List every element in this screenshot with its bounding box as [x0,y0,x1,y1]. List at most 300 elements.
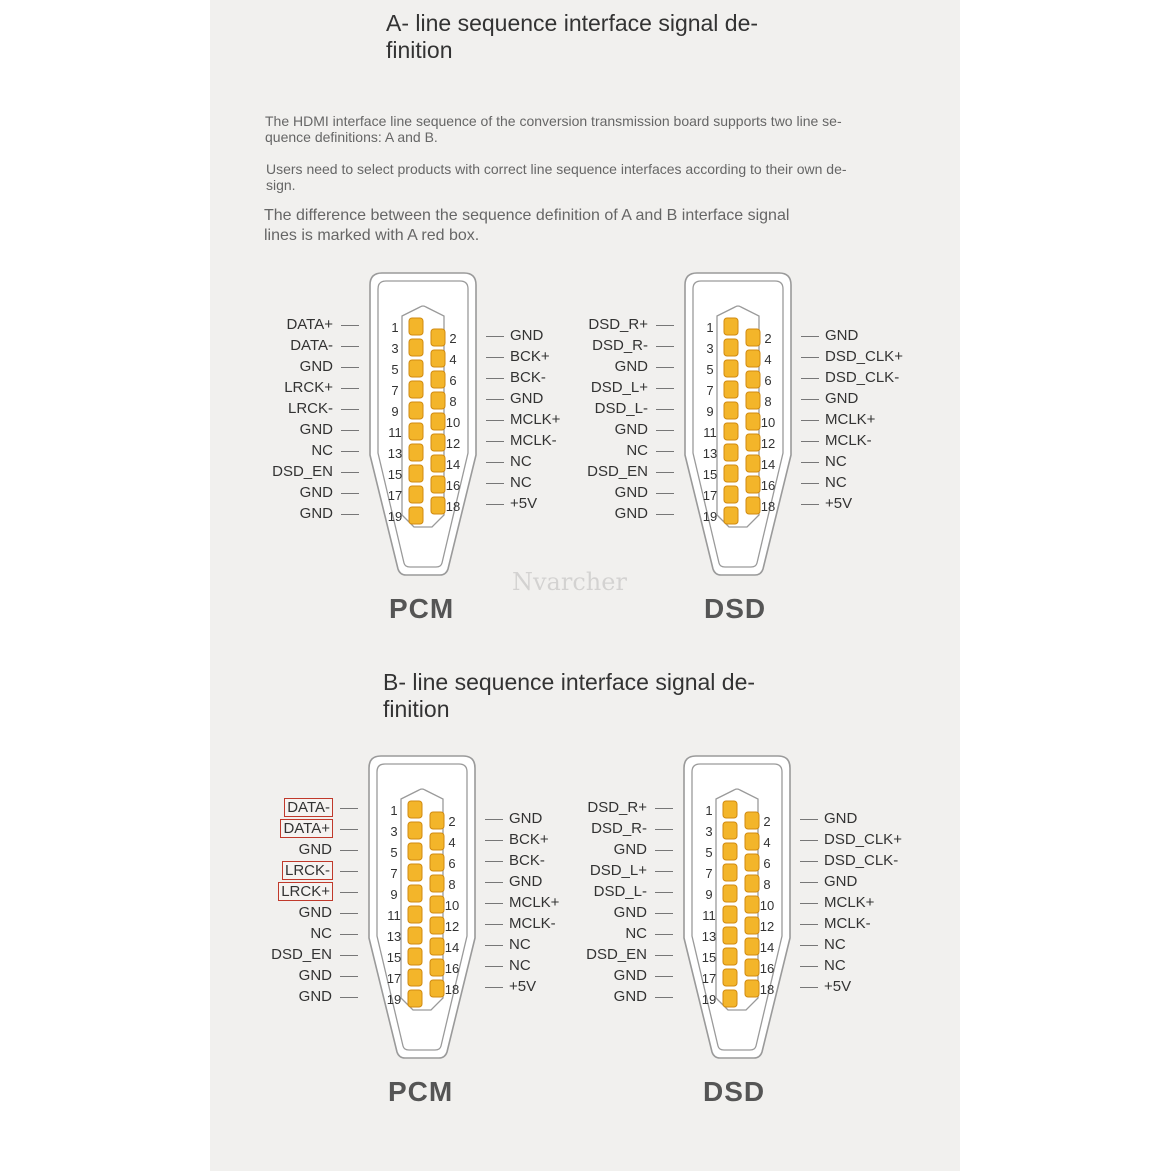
pin-number: 5 [706,362,714,377]
pin-number: 13 [702,446,718,461]
pin-number: 3 [705,824,713,839]
connector-name: PCM [389,593,455,624]
pin-number: 5 [390,845,398,860]
signal-label-left [223,421,333,439]
signal-name: DSD_R+ [587,799,647,816]
pin-odd [408,948,422,965]
pin-number: 12 [759,919,775,934]
pin-odd [408,906,422,923]
pin-number: 7 [706,383,714,398]
signal-label-left [222,904,332,922]
signal-name: GND [613,967,647,984]
signal-label-right: NC [824,957,846,974]
signal-label-right: NC [824,936,846,953]
signal-name: DSD_EN [586,946,647,963]
pin-odd [724,402,738,419]
signal-label-right: +5V [509,978,537,995]
pin-number: 10 [444,898,460,913]
pin-lead-line [800,945,818,946]
pin-number: 7 [391,383,399,398]
pin-lead-line [656,451,674,452]
pin-lead-line [655,850,673,851]
pin-lead-line [341,325,359,326]
pin-lead-line [801,378,819,379]
pin-lead-line [340,955,358,956]
signal-label-left [537,799,647,817]
paragraph-difference [264,206,789,246]
pin-lead-line [485,861,503,862]
connector-name: DSD [703,1076,766,1107]
pin-lead-line [485,903,503,904]
pin-number: 7 [390,866,398,881]
pin-lead-line [340,997,358,998]
pin-lead-line [801,420,819,421]
pin-number: 13 [387,446,403,461]
signal-label-right: DSD_CLK+ [825,348,903,365]
signal-label-left [538,442,648,460]
signal-label-left [538,484,648,502]
watermark: Nvarcher [512,568,627,596]
section-a-title [386,10,806,64]
signal-label-left [538,463,648,481]
para3-line2: lines is marked with A red box. [264,227,480,244]
pin-number: 17 [701,971,717,986]
pin-odd [409,444,423,461]
pin-lead-line [485,966,503,967]
pin-odd [724,318,738,335]
pin-number: 15 [387,467,403,482]
pin-odd [723,885,737,902]
pin-number: 19 [386,992,402,1007]
pin-number: 2 [448,814,456,829]
pin-number: 9 [706,404,714,419]
pin-number: 7 [705,866,713,881]
pin-number: 1 [706,320,714,335]
pin-lead-line [800,819,818,820]
pin-lead-line [655,976,673,977]
pin-odd [408,885,422,902]
signal-label-right: GND [825,390,859,407]
signal-label-left [537,988,647,1006]
pin-odd [723,864,737,881]
pin-number: 16 [444,961,460,976]
pin-lead-line [656,409,674,410]
pin-lead-line [340,850,358,851]
signal-label-left [222,946,332,964]
signal-name: GND [298,967,332,984]
pin-odd [408,822,422,839]
pin-number: 15 [386,950,402,965]
signal-label-left [223,358,333,376]
pin-number: 14 [759,940,775,955]
pin-number: 3 [390,824,398,839]
pin-number: 2 [449,331,457,346]
pin-number: 4 [763,835,771,850]
signal-label-left [538,316,648,334]
pin-odd [723,969,737,986]
pin-lead-line [656,493,674,494]
section-b-title-line2: finition [383,696,450,722]
signal-label-left [223,316,333,334]
pin-lead-line [341,514,359,515]
signal-label-left [222,988,332,1006]
pin-lead-line [341,493,359,494]
signal-name: DSD_L- [593,883,647,900]
pin-odd [723,927,737,944]
pin-number: 13 [386,929,402,944]
pin-odd [723,801,737,818]
signal-label-left [222,925,332,943]
pin-number: 9 [390,887,398,902]
signal-name: GND [298,988,332,1005]
signal-name: GND [299,358,333,375]
signal-label-left [222,967,332,985]
pin-odd [723,843,737,860]
signal-label-left [538,379,648,397]
signal-label-right: GND [825,327,859,344]
signal-label-left [537,946,647,964]
pin-number: 10 [445,415,461,430]
signal-label-right: NC [825,474,847,491]
pin-lead-line [656,430,674,431]
signal-label-right: MCLK- [824,915,871,932]
pin-lead-line [655,892,673,893]
signal-label-left [223,463,333,481]
pin-number: 11 [703,425,717,440]
signal-name: DSD_L+ [589,862,647,879]
pin-number: 15 [701,950,717,965]
signal-name: GND [613,904,647,921]
pin-odd [724,339,738,356]
paragraph-select-products [266,161,847,193]
pin-lead-line [485,987,503,988]
section-a-title-line2: finition [386,37,453,63]
pin-number: 6 [448,856,456,871]
para1-line2: quence definitions: A and B. [265,129,438,145]
signal-label-left [537,925,647,943]
pin-number: 11 [387,908,401,923]
signal-name: LRCK- [287,400,333,417]
pin-odd [409,486,423,503]
signal-name: DATA- [290,337,333,354]
para1-line1: The HDMI interface line sequence of the conversion transmission board supports two line se- [265,113,842,129]
pin-number: 4 [449,352,457,367]
pin-number: 11 [388,425,402,440]
signal-name: LRCK+ [281,883,330,900]
pin-lead-line [655,808,673,809]
pin-lead-line [655,934,673,935]
section-a-title-line1: A- line sequence interface signal de- [386,10,759,36]
signal-label-left [222,841,332,859]
pin-number: 12 [444,919,460,934]
signal-name: GND [299,484,333,501]
connector-name: PCM [388,1076,454,1107]
pin-number: 19 [387,509,403,524]
pin-lead-line [341,367,359,368]
pin-odd [408,843,422,860]
signal-name: DSD_EN [272,463,333,480]
signal-label-right: MCLK+ [510,411,561,428]
signal-label-right: NC [510,474,532,491]
pin-number: 2 [764,331,772,346]
signal-label-left [223,505,333,523]
pin-odd [724,507,738,524]
pin-number: 14 [444,940,460,955]
pin-odd [409,339,423,356]
section-b-title-line1: B- line sequence interface signal de- [383,669,756,695]
pin-lead-line [340,976,358,977]
pin-lead-line [340,934,358,935]
pin-odd [408,864,422,881]
signal-label-right: GND [824,810,858,827]
pin-lead-line [655,913,673,914]
pin-lead-line [341,346,359,347]
pin-lead-line [486,462,504,463]
signal-label-right: BCK+ [510,348,550,365]
pin-number: 17 [387,488,403,503]
signal-name: DSD_EN [271,946,332,963]
pin-lead-line [485,924,503,925]
pin-lead-line [485,840,503,841]
pin-lead-line [485,945,503,946]
signal-name: DSD_EN [587,463,648,480]
pin-lead-line [800,966,818,967]
pin-lead-line [486,504,504,505]
pin-odd [409,360,423,377]
signal-label-right: GND [509,873,543,890]
pin-number: 9 [391,404,399,419]
pin-lead-line [486,336,504,337]
pin-lead-line [656,514,674,515]
pin-number: 17 [702,488,718,503]
pin-odd [724,465,738,482]
paragraph-line-sequence [265,113,842,145]
pin-lead-line [486,357,504,358]
pin-odd [723,990,737,1007]
signal-name: GND [614,421,648,438]
pin-lead-line [656,325,674,326]
pin-lead-line [801,462,819,463]
section-b-title [383,669,803,723]
pin-odd [723,948,737,965]
signal-label-right: MCLK- [509,915,556,932]
pin-odd [723,906,737,923]
pin-number: 8 [764,394,772,409]
pin-number: 3 [706,341,714,356]
signal-name: DSD_L- [594,400,648,417]
signal-label-left [537,841,647,859]
pin-number: 18 [759,982,775,997]
pin-lead-line [341,430,359,431]
pin-number: 1 [391,320,399,335]
signal-label-left [538,421,648,439]
pin-lead-line [340,913,358,914]
pin-lead-line [656,367,674,368]
pin-lead-line [485,882,503,883]
connector-name: DSD [704,593,767,624]
signal-label-left [223,337,333,355]
signal-label-left [538,505,648,523]
para2-line2: sign. [266,177,296,193]
signal-label-left [222,862,332,880]
pin-lead-line [655,871,673,872]
pin-odd [724,381,738,398]
signal-label-left [537,862,647,880]
pin-lead-line [486,378,504,379]
pin-number: 19 [701,992,717,1007]
signal-label-right: NC [825,453,847,470]
pin-lead-line [656,472,674,473]
signal-name: NC [311,442,333,459]
pin-lead-line [801,399,819,400]
pin-number: 17 [386,971,402,986]
pin-odd [724,486,738,503]
pin-lead-line [655,829,673,830]
signal-name: GND [298,841,332,858]
pin-lead-line [800,840,818,841]
pin-lead-line [340,871,358,872]
pin-number: 14 [445,457,461,472]
signal-name: GND [614,505,648,522]
pin-lead-line [655,997,673,998]
pin-number: 12 [445,436,461,451]
signal-label-right: MCLK+ [509,894,560,911]
pin-lead-line [801,504,819,505]
signal-name: GND [614,358,648,375]
signal-name: DSD_R- [591,820,647,837]
pin-lead-line [486,399,504,400]
signal-label-left [223,400,333,418]
signal-label-right: +5V [825,495,853,512]
signal-label-right: GND [824,873,858,890]
signal-name: DATA- [287,799,330,816]
pin-number: 5 [391,362,399,377]
pin-number: 16 [760,478,776,493]
pin-lead-line [340,892,358,893]
signal-label-right: NC [509,936,531,953]
pin-number: 8 [763,877,771,892]
signal-name: DSD_L+ [590,379,648,396]
signal-label-right: +5V [824,978,852,995]
pin-number: 6 [449,373,457,388]
signal-label-left [223,379,333,397]
signal-name: GND [298,904,332,921]
signal-label-right: MCLK+ [824,894,875,911]
pin-number: 18 [444,982,460,997]
signal-label-left [222,799,332,817]
pin-odd [409,381,423,398]
pin-lead-line [655,955,673,956]
pin-odd [724,423,738,440]
pin-lead-line [486,483,504,484]
pin-lead-line [341,472,359,473]
pin-lead-line [486,420,504,421]
pin-number: 1 [390,803,398,818]
para3-line1: The difference between the sequence definition of A and B interface signal [264,207,790,224]
signal-label-left [538,358,648,376]
pin-number: 4 [448,835,456,850]
signal-name: DATA+ [283,820,330,837]
signal-name: NC [625,925,647,942]
pin-odd [408,990,422,1007]
signal-label-left [222,820,332,838]
pin-number: 10 [759,898,775,913]
pin-number: 18 [445,499,461,514]
pin-number: 9 [705,887,713,902]
signal-label-right: MCLK- [510,432,557,449]
pin-number: 8 [448,877,456,892]
pin-number: 19 [702,509,718,524]
pin-number: 14 [760,457,776,472]
pin-lead-line [801,357,819,358]
signal-name: DSD_R+ [588,316,648,333]
signal-label-right: NC [509,957,531,974]
pin-lead-line [800,987,818,988]
pin-odd [409,402,423,419]
pin-number: 12 [760,436,776,451]
signal-name: GND [614,484,648,501]
signal-name: LRCK- [284,862,330,879]
pin-number: 15 [702,467,718,482]
pin-number: 13 [701,929,717,944]
signal-label-left [538,337,648,355]
pin-odd [409,507,423,524]
signal-label-right: +5V [510,495,538,512]
pin-odd [409,318,423,335]
signal-label-right: GND [510,390,544,407]
pin-lead-line [800,882,818,883]
signal-label-right: NC [510,453,532,470]
pin-odd [408,927,422,944]
signal-label-right: BCK- [510,369,546,386]
pin-lead-line [801,336,819,337]
signal-label-left [537,967,647,985]
signal-label-left [537,904,647,922]
pin-odd [408,969,422,986]
pin-lead-line [801,483,819,484]
pin-number: 18 [760,499,776,514]
signal-label-right: DSD_CLK- [825,369,900,386]
signal-label-right: DSD_CLK+ [824,831,902,848]
pin-number: 16 [759,961,775,976]
pin-number: 10 [760,415,776,430]
pin-lead-line [341,451,359,452]
pin-lead-line [656,346,674,347]
signal-name: GND [299,505,333,522]
pin-number: 6 [764,373,772,388]
pin-number: 6 [763,856,771,871]
pin-odd [723,822,737,839]
pin-number: 11 [702,908,716,923]
pin-lead-line [656,388,674,389]
signal-name: GND [299,421,333,438]
signal-name: LRCK+ [284,379,333,396]
pin-number: 3 [391,341,399,356]
signal-name: NC [310,925,332,942]
pin-number: 16 [445,478,461,493]
signal-name: NC [626,442,648,459]
pin-lead-line [800,924,818,925]
signal-name: DATA+ [286,316,333,333]
signal-label-right: BCK- [509,852,545,869]
signal-label-right: MCLK- [825,432,872,449]
pin-lead-line [801,441,819,442]
pin-number: 8 [449,394,457,409]
signal-label-right: BCK+ [509,831,549,848]
pin-number: 2 [763,814,771,829]
pin-odd [408,801,422,818]
signal-label-left [538,400,648,418]
